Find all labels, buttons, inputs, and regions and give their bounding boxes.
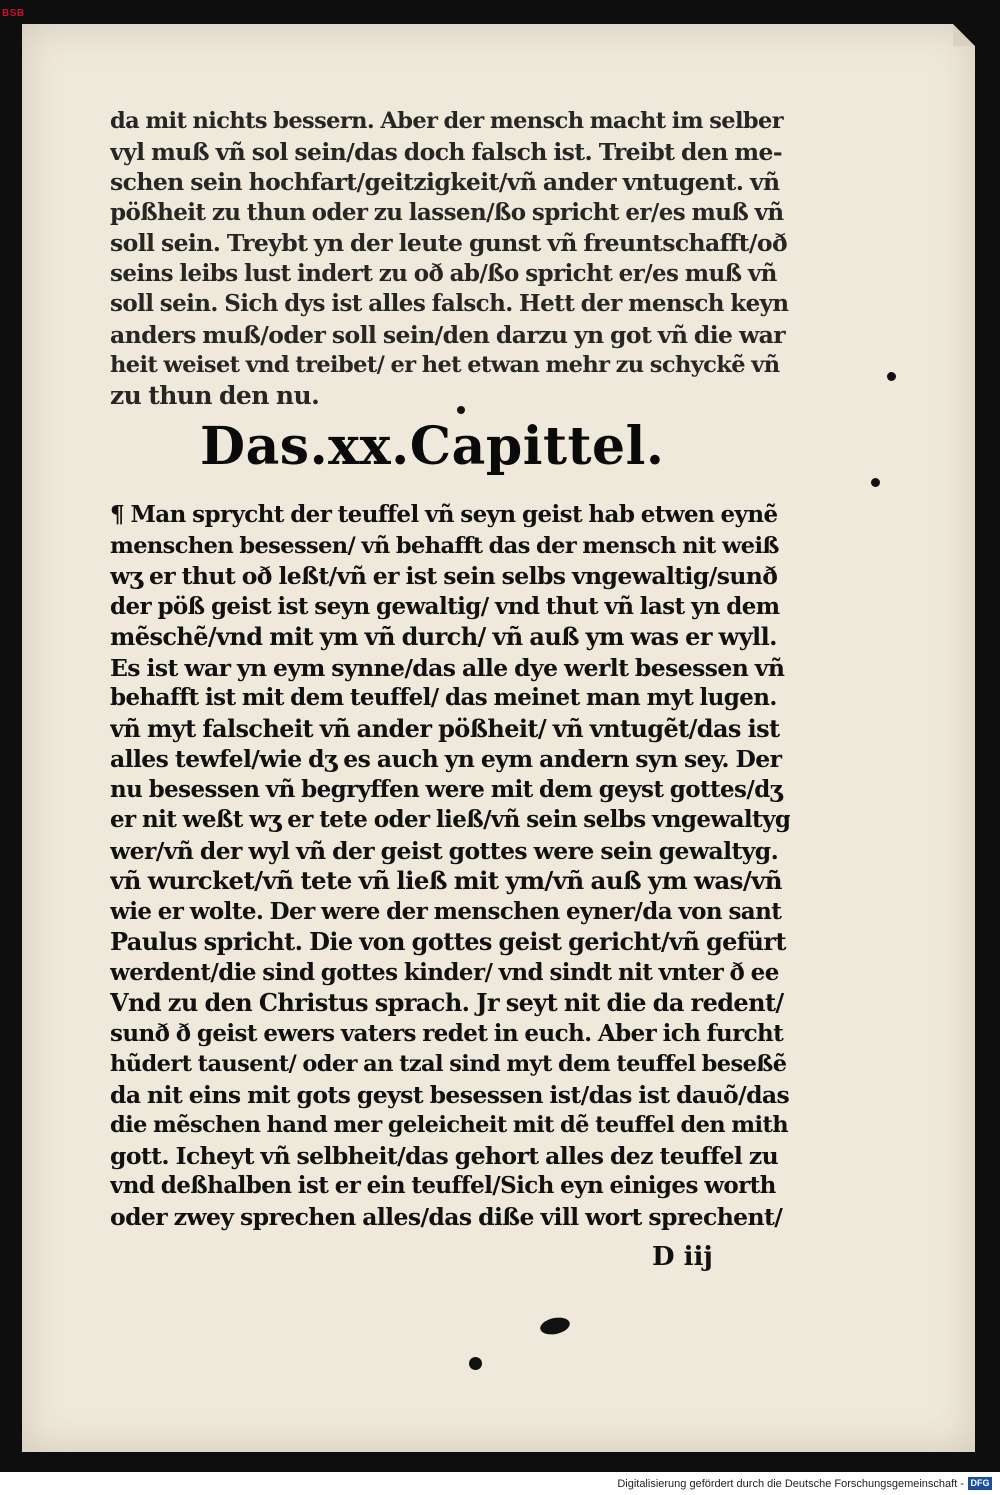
text-line: vñ wurcket/vñ tete vñ ließ mit ym/vñ auß ym was/vñ [110, 866, 783, 895]
text-line: wʒ er thut oð leßt/vñ er ist sein selbs vngewaltig/sunð [110, 562, 778, 590]
dfg-logo: DFG [968, 1477, 992, 1490]
text-line: pößheit zu thun oder zu lassen/ßo spricht er/es muß vñ [110, 198, 784, 226]
text-line: mẽschẽ/vnd mit ym vñ durch/ vñ auß ym was er wyll. [110, 622, 777, 651]
top-text-block [110, 106, 790, 411]
text-line: gott. Icheyt vñ selbheit/das gehort alles dez teuffel zu [110, 1141, 779, 1170]
text-line: sunð ð geist ewers vaters redet in euch. Aber ich furcht [110, 1019, 784, 1047]
text-line: die mẽschen hand mer geleicheit mit dẽ teuffel den mith [110, 1112, 788, 1138]
text-line: nu besessen vñ begryffen were mit dem geyst gottes/dʒ [110, 775, 783, 803]
text-line: alles tewfel/wie dʒ es auch yn eym andern syn sey. Der [110, 745, 782, 773]
text-line: menschen besessen/ vñ behafft das der mensch nit weiß [110, 532, 779, 559]
text-line: ¶ Man sprycht der teuffel vñ seyn geist hab etwen eynẽ [110, 501, 778, 528]
text-line: anders muß/oder soll sein/den darzu yn got vñ die war [110, 320, 786, 349]
text-line: da nit eins mit gots geyst besessen ist/das ist dauõ/das [110, 1080, 790, 1109]
text-line: werdent/die sind gottes kinder/ vnd sindt nit vnter ð ee [110, 958, 779, 986]
text-line: hũdert tausent/ oder an tzal sind myt dem teuffel beseßẽ [110, 1051, 787, 1077]
chapter-body-text [110, 500, 790, 1232]
page-corner-fold [953, 24, 975, 46]
footer-bar [0, 1472, 1000, 1495]
text-line: er nit weßt wʒ er tete oder ließ/vñ sein selbs vngewaltyg [110, 806, 790, 833]
text-line: zu thun den nu. [110, 380, 320, 410]
text-line: wer/vñ der wyl vñ der geist gottes were sein gewaltyg. [110, 836, 779, 865]
text-line: der pöß geist ist seyn gewaltig/ vnd thut vñ last yn dem [110, 592, 780, 620]
text-line: soll sein. Sich dys ist alles falsch. Hett der mensch keyn [110, 290, 789, 317]
text-line: wie er wolte. Der were der menschen eyner/da von sant [110, 897, 782, 925]
text-line: oder zwey sprechen alles/das diße vill wort sprechent/ [110, 1202, 783, 1231]
text-line: da mit nichts bessern. Aber der mensch macht im selber [110, 108, 784, 134]
text-line: behafft ist mit dem teuffel/ das meinet man myt lugen. [110, 684, 777, 711]
text-line: vnd deßhalben ist er ein teuffel/Sich eyn einiges worth [110, 1172, 776, 1199]
text-line: Vnd zu den Christus sprach. Jr seyt nit die da redent/ [110, 988, 784, 1017]
funding-notice: Digitalisierung gefördert durch die Deutsche Forschungsgemeinschaft - [617, 1478, 964, 1490]
text-line: vyl muß vñ sol sein/das doch falsch ist. Treibt den me- [110, 137, 783, 166]
ink-spot [469, 1357, 482, 1370]
text-line: heit weiset vnd treibet/ er het etwan mehr zu schyckẽ vñ [110, 352, 780, 378]
text-line: schen sein hochfart/geitzigkeit/vñ ander vntugent. vñ [110, 168, 780, 196]
ink-spot [887, 372, 896, 381]
ink-spot [457, 406, 465, 414]
ink-spot [871, 478, 880, 487]
signature-mark: D iij [652, 1242, 713, 1272]
text-line: Paulus spricht. Die von gottes geist gericht/vñ gefürt [110, 927, 786, 956]
text-line: seins leibs lust indert zu oð ab/ßo spricht er/es muß vñ [110, 259, 777, 287]
chapter-heading: Das.xx.Capittel. [200, 416, 665, 477]
text-line: Es ist war yn eym synne/das alle dye werlt besessen vñ [110, 653, 785, 682]
library-mark: BSB [2, 8, 25, 19]
text-line: vñ myt falscheit vñ ander pößheit/ vñ vntugẽt/das ist [110, 713, 780, 743]
text-line: soll sein. Treybt yn der leute gunst vñ freuntschafft/oð [110, 229, 788, 257]
